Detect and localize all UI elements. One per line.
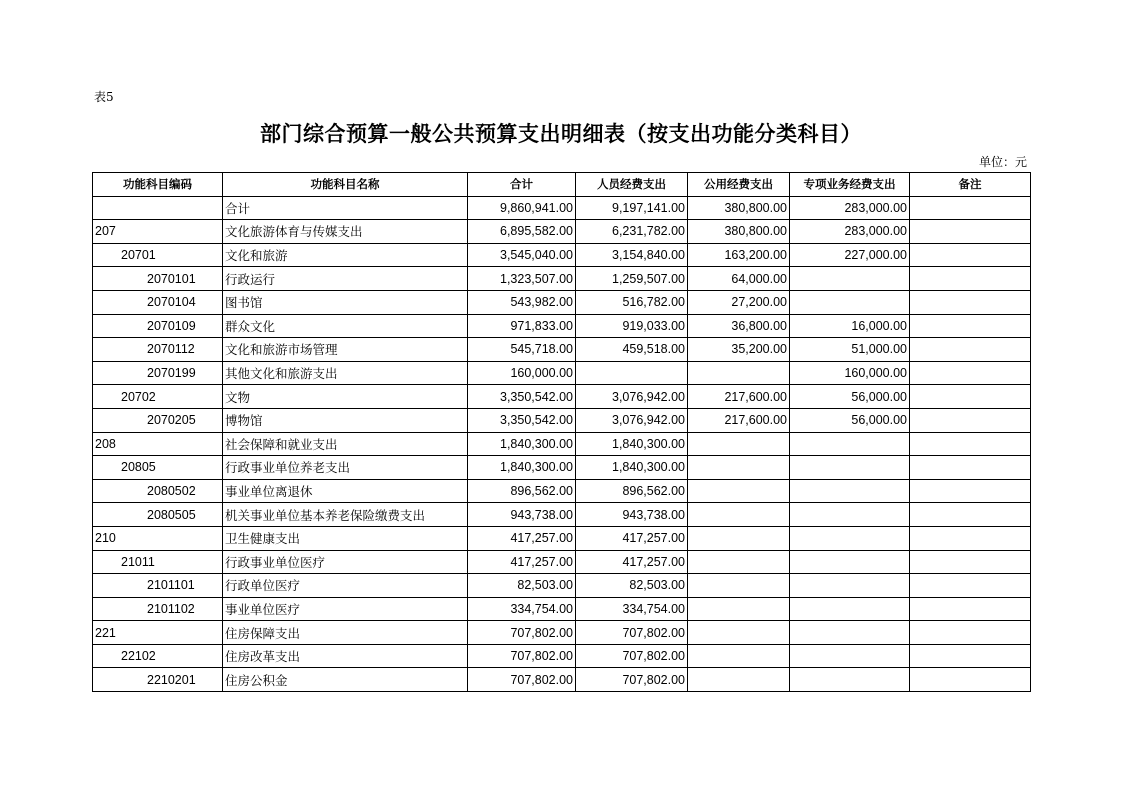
cell-public: 217,600.00 bbox=[688, 385, 790, 409]
table-body bbox=[93, 196, 1031, 691]
table-row bbox=[93, 267, 1031, 291]
cell-note bbox=[910, 432, 1031, 456]
header-cell-code: 功能科目编码 bbox=[93, 173, 223, 197]
table-row bbox=[93, 550, 1031, 574]
page-title: 部门综合预算一般公共预算支出明细表（按支出功能分类科目） bbox=[260, 122, 862, 146]
unit-label: 单位：元 bbox=[978, 155, 1027, 169]
cell-code: 2070101 bbox=[93, 267, 223, 291]
cell-personnel: 1,259,507.00 bbox=[576, 267, 688, 291]
cell-special bbox=[790, 668, 910, 692]
cell-public: 380,800.00 bbox=[688, 220, 790, 244]
cell-special bbox=[790, 526, 910, 550]
cell-personnel: 1,840,300.00 bbox=[576, 432, 688, 456]
cell-total: 6,895,582.00 bbox=[468, 220, 576, 244]
cell-name: 其他文化和旅游支出 bbox=[223, 361, 468, 385]
cell-public bbox=[688, 526, 790, 550]
cell-personnel: 82,503.00 bbox=[576, 574, 688, 598]
cell-note bbox=[910, 196, 1031, 220]
cell-total: 417,257.00 bbox=[468, 526, 576, 550]
table-row bbox=[93, 503, 1031, 527]
cell-special bbox=[790, 432, 910, 456]
cell-total: 1,323,507.00 bbox=[468, 267, 576, 291]
table-row bbox=[93, 314, 1031, 338]
cell-special bbox=[790, 267, 910, 291]
cell-public bbox=[688, 479, 790, 503]
cell-name: 文化和旅游市场管理 bbox=[223, 338, 468, 362]
cell-name: 行政事业单位养老支出 bbox=[223, 456, 468, 480]
cell-code: 2101102 bbox=[93, 597, 223, 621]
table-row bbox=[93, 479, 1031, 503]
cell-public: 36,800.00 bbox=[688, 314, 790, 338]
cell-public: 163,200.00 bbox=[688, 243, 790, 267]
cell-code: 20702 bbox=[93, 385, 223, 409]
header-cell-total: 合计 bbox=[468, 173, 576, 197]
cell-personnel: 516,782.00 bbox=[576, 290, 688, 314]
cell-public bbox=[688, 621, 790, 645]
cell-name: 图书馆 bbox=[223, 290, 468, 314]
table-row bbox=[93, 243, 1031, 267]
cell-personnel: 1,840,300.00 bbox=[576, 456, 688, 480]
cell-special: 160,000.00 bbox=[790, 361, 910, 385]
cell-total: 3,350,542.00 bbox=[468, 385, 576, 409]
cell-name: 事业单位医疗 bbox=[223, 597, 468, 621]
cell-note bbox=[910, 408, 1031, 432]
cell-note bbox=[910, 456, 1031, 480]
cell-public: 27,200.00 bbox=[688, 290, 790, 314]
cell-note bbox=[910, 503, 1031, 527]
cell-name: 住房保障支出 bbox=[223, 621, 468, 645]
cell-special bbox=[790, 456, 910, 480]
table-row bbox=[93, 432, 1031, 456]
cell-personnel: 919,033.00 bbox=[576, 314, 688, 338]
cell-code bbox=[93, 196, 223, 220]
cell-total: 3,350,542.00 bbox=[468, 408, 576, 432]
cell-code: 207 bbox=[93, 220, 223, 244]
cell-public: 64,000.00 bbox=[688, 267, 790, 291]
table-row bbox=[93, 621, 1031, 645]
header-cell-name: 功能科目名称 bbox=[223, 173, 468, 197]
cell-personnel: 417,257.00 bbox=[576, 526, 688, 550]
cell-total: 545,718.00 bbox=[468, 338, 576, 362]
cell-personnel: 707,802.00 bbox=[576, 621, 688, 645]
cell-code: 22102 bbox=[93, 644, 223, 668]
table-row bbox=[93, 668, 1031, 692]
cell-personnel: 334,754.00 bbox=[576, 597, 688, 621]
cell-personnel: 3,154,840.00 bbox=[576, 243, 688, 267]
cell-code: 21011 bbox=[93, 550, 223, 574]
cell-special: 51,000.00 bbox=[790, 338, 910, 362]
cell-code: 2070112 bbox=[93, 338, 223, 362]
cell-note bbox=[910, 290, 1031, 314]
cell-note bbox=[910, 338, 1031, 362]
table-row bbox=[93, 574, 1031, 598]
cell-code: 2070104 bbox=[93, 290, 223, 314]
cell-note bbox=[910, 526, 1031, 550]
table-row bbox=[93, 196, 1031, 220]
cell-public: 380,800.00 bbox=[688, 196, 790, 220]
cell-total: 160,000.00 bbox=[468, 361, 576, 385]
cell-public bbox=[688, 456, 790, 480]
cell-special: 16,000.00 bbox=[790, 314, 910, 338]
cell-public bbox=[688, 574, 790, 598]
cell-special bbox=[790, 597, 910, 621]
cell-special bbox=[790, 503, 910, 527]
cell-name: 行政单位医疗 bbox=[223, 574, 468, 598]
cell-special: 283,000.00 bbox=[790, 220, 910, 244]
cell-personnel: 707,802.00 bbox=[576, 668, 688, 692]
cell-special bbox=[790, 479, 910, 503]
cell-name: 社会保障和就业支出 bbox=[223, 432, 468, 456]
cell-total: 3,545,040.00 bbox=[468, 243, 576, 267]
table-row bbox=[93, 408, 1031, 432]
cell-note bbox=[910, 267, 1031, 291]
header-cell-personnel: 人员经费支出 bbox=[576, 173, 688, 197]
cell-note bbox=[910, 361, 1031, 385]
cell-public bbox=[688, 644, 790, 668]
cell-name: 博物馆 bbox=[223, 408, 468, 432]
cell-total: 943,738.00 bbox=[468, 503, 576, 527]
cell-public: 35,200.00 bbox=[688, 338, 790, 362]
cell-public bbox=[688, 503, 790, 527]
cell-personnel bbox=[576, 361, 688, 385]
cell-total: 707,802.00 bbox=[468, 668, 576, 692]
cell-code: 2070199 bbox=[93, 361, 223, 385]
cell-name: 文化旅游体育与传媒支出 bbox=[223, 220, 468, 244]
cell-name: 群众文化 bbox=[223, 314, 468, 338]
table-row bbox=[93, 220, 1031, 244]
cell-personnel: 707,802.00 bbox=[576, 644, 688, 668]
cell-personnel: 896,562.00 bbox=[576, 479, 688, 503]
expenditure-table bbox=[92, 172, 1031, 692]
table-row bbox=[93, 597, 1031, 621]
table-row bbox=[93, 526, 1031, 550]
cell-personnel: 459,518.00 bbox=[576, 338, 688, 362]
cell-special: 283,000.00 bbox=[790, 196, 910, 220]
cell-public bbox=[688, 432, 790, 456]
cell-total: 417,257.00 bbox=[468, 550, 576, 574]
cell-note bbox=[910, 621, 1031, 645]
header-cell-note: 备注 bbox=[910, 173, 1031, 197]
cell-public bbox=[688, 361, 790, 385]
cell-public bbox=[688, 550, 790, 574]
cell-name: 住房改革支出 bbox=[223, 644, 468, 668]
cell-personnel: 3,076,942.00 bbox=[576, 385, 688, 409]
cell-name: 文物 bbox=[223, 385, 468, 409]
cell-name: 文化和旅游 bbox=[223, 243, 468, 267]
cell-public bbox=[688, 597, 790, 621]
cell-code: 2210201 bbox=[93, 668, 223, 692]
cell-total: 707,802.00 bbox=[468, 621, 576, 645]
cell-code: 20805 bbox=[93, 456, 223, 480]
cell-total: 9,860,941.00 bbox=[468, 196, 576, 220]
cell-special bbox=[790, 290, 910, 314]
table-row bbox=[93, 338, 1031, 362]
cell-note bbox=[910, 385, 1031, 409]
cell-name: 卫生健康支出 bbox=[223, 526, 468, 550]
cell-code: 208 bbox=[93, 432, 223, 456]
cell-special: 56,000.00 bbox=[790, 385, 910, 409]
cell-name: 事业单位离退休 bbox=[223, 479, 468, 503]
table-row bbox=[93, 456, 1031, 480]
cell-total: 971,833.00 bbox=[468, 314, 576, 338]
cell-code: 2070109 bbox=[93, 314, 223, 338]
cell-note bbox=[910, 314, 1031, 338]
cell-note bbox=[910, 550, 1031, 574]
cell-name: 行政运行 bbox=[223, 267, 468, 291]
cell-special bbox=[790, 550, 910, 574]
table-label: 表5 bbox=[94, 90, 114, 104]
cell-name: 住房公积金 bbox=[223, 668, 468, 692]
cell-name: 机关事业单位基本养老保险缴费支出 bbox=[223, 503, 468, 527]
cell-special: 227,000.00 bbox=[790, 243, 910, 267]
cell-special bbox=[790, 621, 910, 645]
cell-personnel: 417,257.00 bbox=[576, 550, 688, 574]
cell-total: 334,754.00 bbox=[468, 597, 576, 621]
table-row bbox=[93, 290, 1031, 314]
cell-code: 2070205 bbox=[93, 408, 223, 432]
header-cell-special: 专项业务经费支出 bbox=[790, 173, 910, 197]
cell-total: 1,840,300.00 bbox=[468, 432, 576, 456]
cell-personnel: 943,738.00 bbox=[576, 503, 688, 527]
table-row bbox=[93, 644, 1031, 668]
header-cell-public: 公用经费支出 bbox=[688, 173, 790, 197]
cell-special bbox=[790, 644, 910, 668]
cell-special: 56,000.00 bbox=[790, 408, 910, 432]
cell-code: 2080505 bbox=[93, 503, 223, 527]
cell-public: 217,600.00 bbox=[688, 408, 790, 432]
cell-note bbox=[910, 243, 1031, 267]
cell-note bbox=[910, 668, 1031, 692]
cell-note bbox=[910, 597, 1031, 621]
cell-public bbox=[688, 668, 790, 692]
cell-total: 543,982.00 bbox=[468, 290, 576, 314]
cell-personnel: 9,197,141.00 bbox=[576, 196, 688, 220]
cell-note bbox=[910, 220, 1031, 244]
cell-note bbox=[910, 479, 1031, 503]
cell-code: 210 bbox=[93, 526, 223, 550]
table-row bbox=[93, 361, 1031, 385]
cell-code: 20701 bbox=[93, 243, 223, 267]
cell-code: 2080502 bbox=[93, 479, 223, 503]
cell-special bbox=[790, 574, 910, 598]
cell-total: 896,562.00 bbox=[468, 479, 576, 503]
cell-note bbox=[910, 644, 1031, 668]
cell-code: 221 bbox=[93, 621, 223, 645]
cell-name: 合计 bbox=[223, 196, 468, 220]
cell-personnel: 3,076,942.00 bbox=[576, 408, 688, 432]
cell-note bbox=[910, 574, 1031, 598]
header-row bbox=[93, 173, 1031, 197]
cell-personnel: 6,231,782.00 bbox=[576, 220, 688, 244]
cell-code: 2101101 bbox=[93, 574, 223, 598]
cell-total: 707,802.00 bbox=[468, 644, 576, 668]
cell-name: 行政事业单位医疗 bbox=[223, 550, 468, 574]
cell-total: 1,840,300.00 bbox=[468, 456, 576, 480]
cell-total: 82,503.00 bbox=[468, 574, 576, 598]
table-row bbox=[93, 385, 1031, 409]
